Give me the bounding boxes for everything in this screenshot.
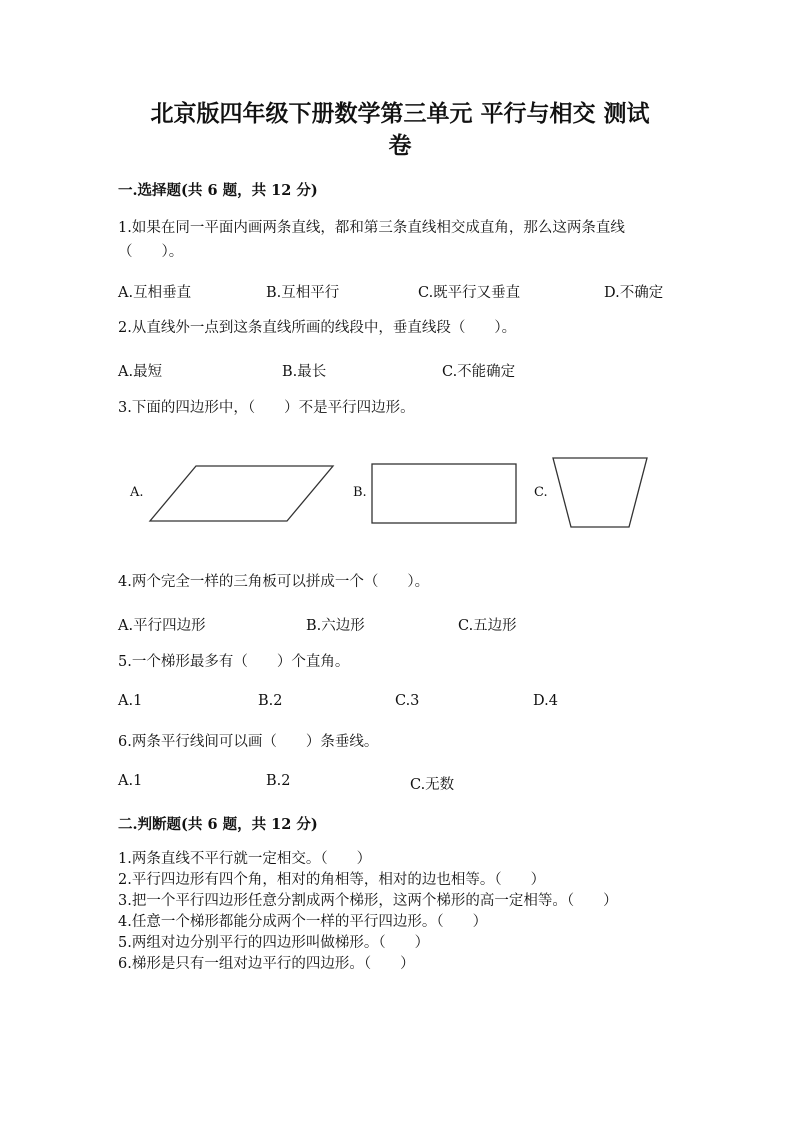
question-4: 4.两个完全一样的三角板可以拼成一个（ ）。 <box>118 574 430 590</box>
q3-label-b: B. <box>353 485 367 500</box>
q3-label-c: C. <box>534 485 548 500</box>
section-heading-judge: 二.判断题(共 6 题，共 12 分) <box>118 816 318 833</box>
q5-option-a: A.1 <box>118 693 143 709</box>
judge-list <box>118 849 678 975</box>
judge-item-1: 1.两条直线不平行就一定相交。（ ） <box>118 851 372 867</box>
judge-item-2: 2.平行四边形有四个角，相对的角相等，相对的边也相等。（ ） <box>118 872 546 888</box>
question-1: 1.如果在同一平面内画两条直线，都和第三条直线相交成直角，那么这两条直线（ ）。 <box>118 220 625 260</box>
q1-option-c: C.既平行又垂直 <box>418 285 521 301</box>
judge-item-4: 4.任意一个梯形都能分成两个一样的平行四边形。（ ） <box>118 914 488 930</box>
q4-option-a: A.平行四边形 <box>118 618 206 634</box>
judge-item-6: 6.梯形是只有一组对边平行的四边形。（ ） <box>118 956 415 972</box>
q5-option-d: D.4 <box>533 693 558 709</box>
q1-option-d: D.不确定 <box>604 285 664 301</box>
rectangle-shape <box>372 464 516 523</box>
q1-option-a: A.互相垂直 <box>118 285 192 301</box>
question-2: 2.从直线外一点到这条直线所画的线段中，垂直线段（ ）。 <box>118 320 517 336</box>
q6-option-b: B.2 <box>266 773 291 789</box>
question-6: 6.两条平行线间可以画（ ）条垂线。 <box>118 734 379 750</box>
title-line-2: 卷 <box>388 132 412 159</box>
q6-option-c: C.无数 <box>410 777 455 793</box>
judge-item-3: 3.把一个平行四边形任意分割成两个梯形，这两个梯形的高一定相等。（ ） <box>118 893 618 909</box>
judge-item-5: 5.两组对边分别平行的四边形叫做梯形。（ ） <box>118 935 430 951</box>
q3-label-a: A. <box>130 485 144 500</box>
q6-option-a: A.1 <box>118 773 143 789</box>
q2-option-b: B.最长 <box>282 364 327 380</box>
title-line-1: 北京版四年级下册数学第三单元 平行与相交 测试 <box>150 100 650 127</box>
section-heading-choice: 一.选择题(共 6 题，共 12 分) <box>118 182 318 199</box>
q2-option-a: A.最短 <box>118 364 163 380</box>
q5-option-c: C.3 <box>395 693 420 709</box>
question-3: 3.下面的四边形中，（ ）不是平行四边形。 <box>118 400 415 416</box>
question-5: 5.一个梯形最多有（ ）个直角。 <box>118 654 350 670</box>
parallelogram-shape <box>150 466 333 521</box>
q4-option-c: C.五边形 <box>458 618 517 634</box>
q2-option-c: C.不能确定 <box>442 364 516 380</box>
q4-option-b: B.六边形 <box>306 618 365 634</box>
q1-option-b: B.互相平行 <box>266 285 340 301</box>
trapezoid-shape <box>553 458 647 527</box>
q5-option-b: B.2 <box>258 693 283 709</box>
